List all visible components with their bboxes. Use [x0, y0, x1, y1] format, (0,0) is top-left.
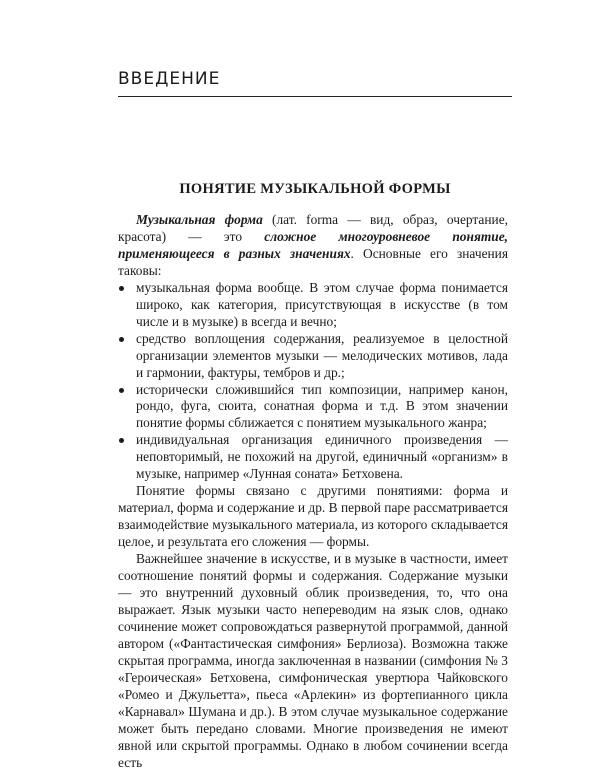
- meanings-list: [118, 280, 508, 483]
- intro-text-1: (лат. forma — вид, образ, очертание, красота) — это: [118, 212, 508, 244]
- intro-paragraph: [118, 212, 508, 280]
- body-paragraph: Важнейшее значение в искусстве, и в музыке в частности, имеет соотношение понятий формы и содержания. Содержание музыки — это внутренний духовный облик произведения, то, что она выражает. Язык музыки часто непереводим на язык слов, однако сочинение может сопровождаться развернутой программой, данной автором («Фантастическая симфония» Берлиоза). Возможна также скрытая программа, иногда заключенная в названии (симфония № 3 «Героическая» Бетховена, симфоническая увертюра Чайковского «Ромео и Джульетта», пьеса «Арлекин» из фортепианного цикла «Карнавал» Шумана и др.). В этом случае музыкальное содержание может быть передано словами. Многие произведения не имеют явной или скрытой программы. Однако в любом сочинении всегда есть: [118, 551, 508, 770]
- list-item-text: индивидуальная организация единичного произведения — неповторимый, не похожий на другой, единичный «организм» в музыке, например «Лунная соната» Бетховена.: [136, 432, 508, 482]
- term-musical-form: Музыкальная форма: [136, 212, 263, 227]
- term-complex-concept: сложное многоуровневое понятие, применяющееся в разных значениях: [118, 228, 508, 261]
- bullet-icon: [119, 388, 124, 393]
- intro-text-2: . Основные его значения таковы:: [118, 245, 508, 278]
- body-text: [118, 212, 508, 771]
- chapter-title: ВВЕДЕНИЕ: [118, 68, 512, 97]
- section-title: ПОНЯТИЕ МУЗЫКАЛЬНОЙ ФОРМЫ: [179, 181, 451, 197]
- list-item-text: музыкальная форма вообще. В этом случае форма понимается широко, как категория, присутствующая в искусстве (в том числе и в музыке) в всегда и вечно;: [136, 279, 508, 329]
- list-item: [118, 432, 508, 483]
- list-item-text: исторически сложившийся тип композиции, например канон, рондо, фуга, сюита, сонатная форма и т.д. В этом значении понятие формы сближается с понятием музыкального жанра;: [136, 381, 508, 431]
- body-paragraph: Понятие формы связано с другими понятиями: форма и материал, форма и содержание и др. В первой паре рассматривается взаимодействие музыкального материала, из которого складывается целое, и результата его сложения — формы.: [118, 483, 508, 550]
- list-item-text: средство воплощения содержания, реализуемое в целостной организации элементов музыки — мелодических мотивов, лада и гармонии, фактуры, тембров и др.;: [136, 330, 508, 380]
- bullet-icon: [119, 286, 124, 291]
- bullet-icon: [119, 337, 124, 342]
- list-item: [118, 331, 508, 382]
- list-item: [118, 280, 508, 331]
- bullet-icon: [119, 438, 124, 443]
- list-item: [118, 382, 508, 433]
